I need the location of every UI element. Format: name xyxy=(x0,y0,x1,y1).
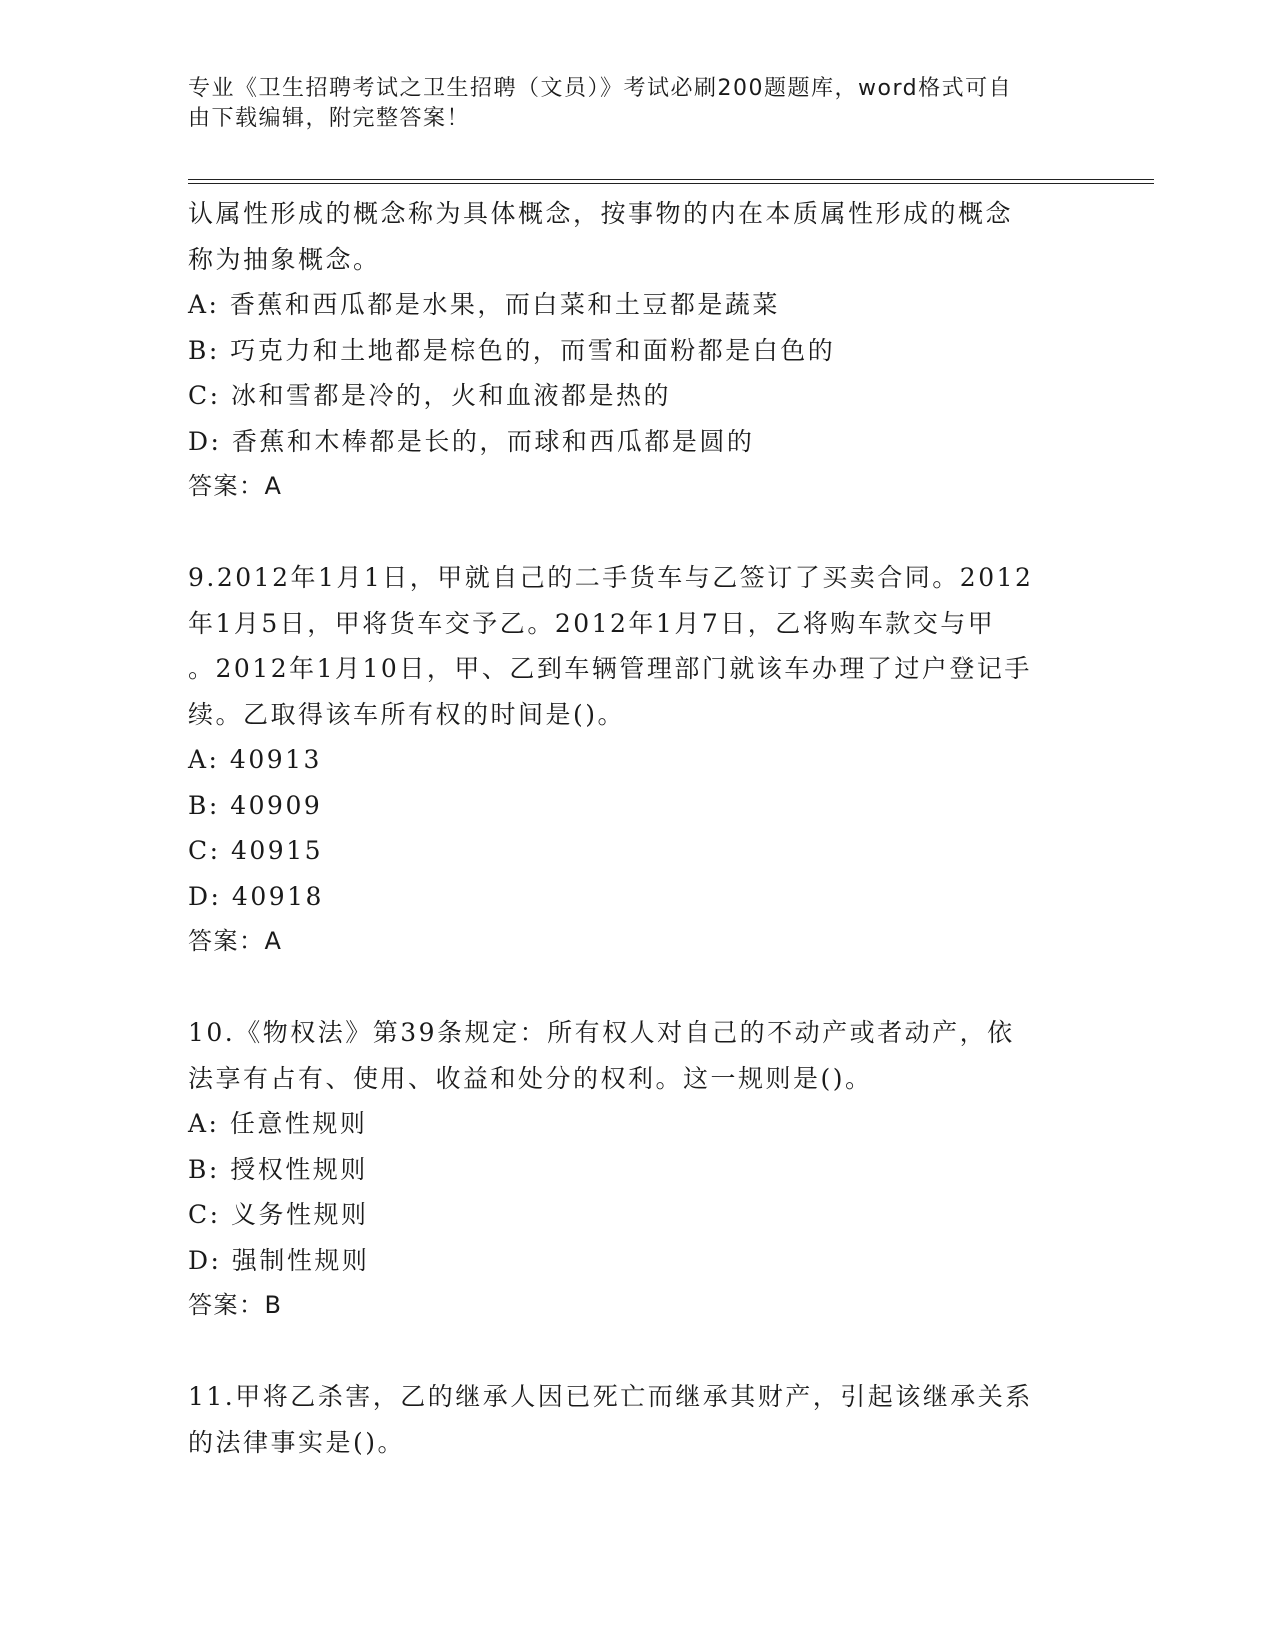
question-text-line: 法享有占有、使用、收益和处分的权利。这一规则是()。 xyxy=(188,1063,873,1093)
question-text-line: 。2012年1月10日，甲、乙到车辆管理部门就该车办理了过户登记手 xyxy=(188,654,1032,683)
answer: 答案：A xyxy=(188,472,283,500)
option-c: C: 冰和雪都是冷的，火和血液都是热的 xyxy=(188,381,671,410)
header-line-1: 专业《卫生招聘考试之卫生招聘（文员）》考试必刷200题题库，word格式可自 xyxy=(188,76,1013,101)
answer: 答案：A xyxy=(188,927,283,955)
question-10 xyxy=(188,1010,1088,1329)
question-8 xyxy=(188,191,1088,510)
question-text-line: 认属性形成的概念称为具体概念，按事物的内在本质属性形成的概念 xyxy=(188,199,1014,228)
header-line-2: 由下载编辑，附完整答案！ xyxy=(188,106,471,131)
option-b: B: 巧克力和土地都是棕色的，而雪和面粉都是白色的 xyxy=(188,335,836,365)
question-text-line: 9.2012年1月1日，甲就自己的二手货车与乙签订了买卖合同。2012 xyxy=(188,563,1034,592)
option-c: C: 40915 xyxy=(188,836,324,865)
spacer xyxy=(188,510,1088,556)
option-d: D: 强制性规则 xyxy=(188,1245,370,1275)
option-a: A: 香蕉和西瓜都是水果，而白菜和土豆都是蔬菜 xyxy=(188,290,780,319)
question-text-line: 续。乙取得该车所有权的时间是()。 xyxy=(188,699,626,729)
header-rule-bottom xyxy=(188,183,1154,184)
option-c: C: 义务性规则 xyxy=(188,1200,369,1229)
option-b: B: 40909 xyxy=(188,790,323,820)
option-a: A: 任意性规则 xyxy=(188,1109,368,1138)
question-text-line: 年1月5日，甲将货车交予乙。2012年1月7日，乙将购车款交与甲 xyxy=(188,608,996,638)
header-rule-top xyxy=(188,179,1154,180)
option-a: A: 40913 xyxy=(188,745,322,774)
spacer xyxy=(188,1329,1088,1375)
question-text-line: 称为抽象概念。 xyxy=(188,244,381,274)
spacer xyxy=(188,965,1088,1011)
document-header xyxy=(188,74,1068,134)
answer: 答案：B xyxy=(188,1291,283,1319)
option-b: B: 授权性规则 xyxy=(188,1154,368,1184)
question-9 xyxy=(188,555,1088,965)
question-text-line: 的法律事实是()。 xyxy=(188,1427,406,1457)
option-d: D: 香蕉和木棒都是长的，而球和西瓜都是圆的 xyxy=(188,426,755,456)
option-d: D: 40918 xyxy=(188,881,324,911)
question-11 xyxy=(188,1374,1088,1465)
question-list xyxy=(188,191,1088,1465)
question-text-line: 11.甲将乙杀害，乙的继承人因已死亡而继承其财产，引起该继承关系 xyxy=(188,1382,1033,1411)
question-text-line: 10.《物权法》第39条规定：所有权人对自己的不动产或者动产，依 xyxy=(188,1018,1015,1047)
